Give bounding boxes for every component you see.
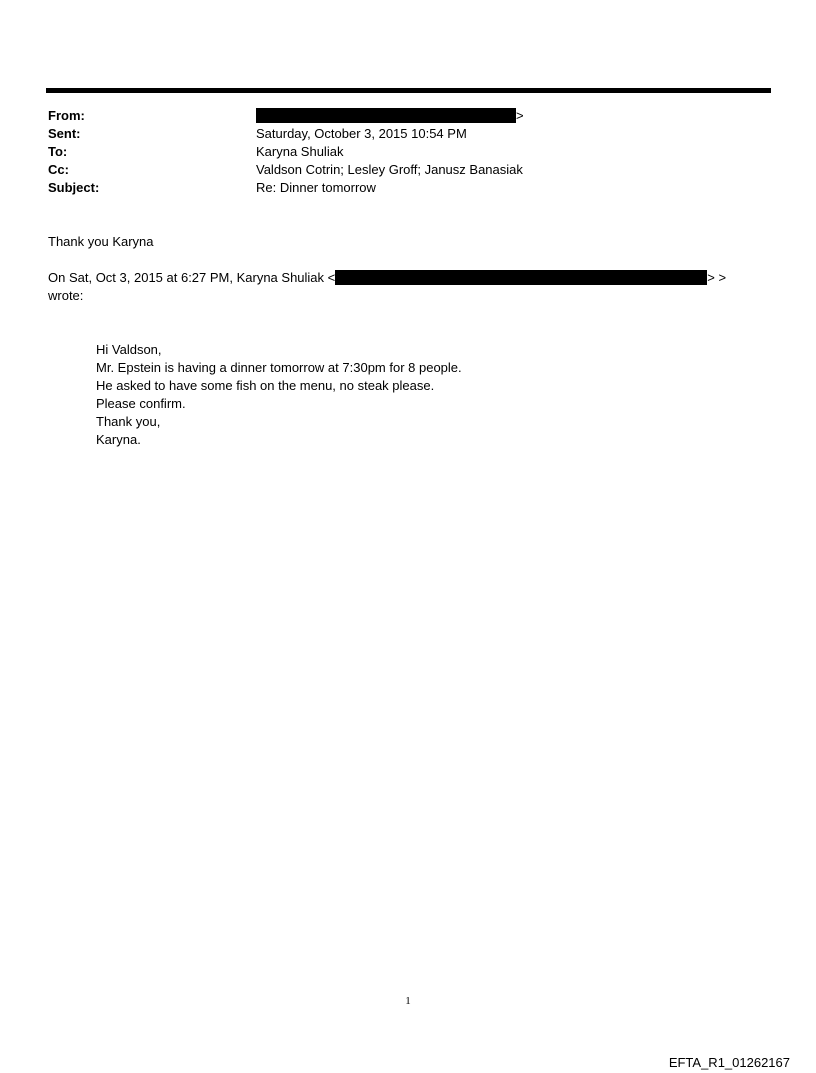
reply-text: Thank you Karyna bbox=[48, 234, 154, 249]
attribution-wrap: wrote: bbox=[48, 288, 84, 303]
cc-value: Valdson Cotrin; Lesley Groff; Janusz Banasiak bbox=[256, 162, 523, 177]
redaction-box bbox=[256, 108, 516, 123]
document-id: EFTA_R1_01262167 bbox=[668, 1055, 790, 1070]
cc-label: Cc: bbox=[48, 162, 69, 177]
to-value: Karyna Shuliak bbox=[256, 144, 344, 159]
subject-value: Re: Dinner tomorrow bbox=[256, 180, 376, 195]
quoted-line: Please confirm. bbox=[96, 396, 186, 411]
from-suffix: > bbox=[516, 108, 524, 123]
quoted-line: Karyna. bbox=[96, 432, 141, 447]
quoted-line: Thank you, bbox=[96, 414, 161, 429]
quoted-line: Hi Valdson, bbox=[96, 342, 162, 357]
sent-label: Sent: bbox=[48, 126, 81, 141]
sent-value: Saturday, October 3, 2015 10:54 PM bbox=[256, 126, 467, 141]
to-label: To: bbox=[48, 144, 68, 159]
attribution-prefix: On Sat, Oct 3, 2015 at 6:27 PM, Karyna Shuliak < bbox=[48, 270, 336, 285]
attribution-suffix: > > bbox=[707, 270, 727, 285]
redaction-box bbox=[335, 270, 707, 285]
header-divider bbox=[46, 88, 771, 93]
subject-label: Subject: bbox=[48, 180, 100, 195]
attribution-line bbox=[48, 269, 726, 287]
quoted-line: Mr. Epstein is having a dinner tomorrow at 7:30pm for 8 people. bbox=[96, 360, 462, 375]
from-value bbox=[256, 107, 524, 125]
quoted-message bbox=[96, 341, 462, 449]
quoted-line: He asked to have some fish on the menu, no steak please. bbox=[96, 378, 435, 393]
from-label: From: bbox=[48, 108, 85, 123]
page-number: 1 bbox=[405, 995, 411, 1007]
